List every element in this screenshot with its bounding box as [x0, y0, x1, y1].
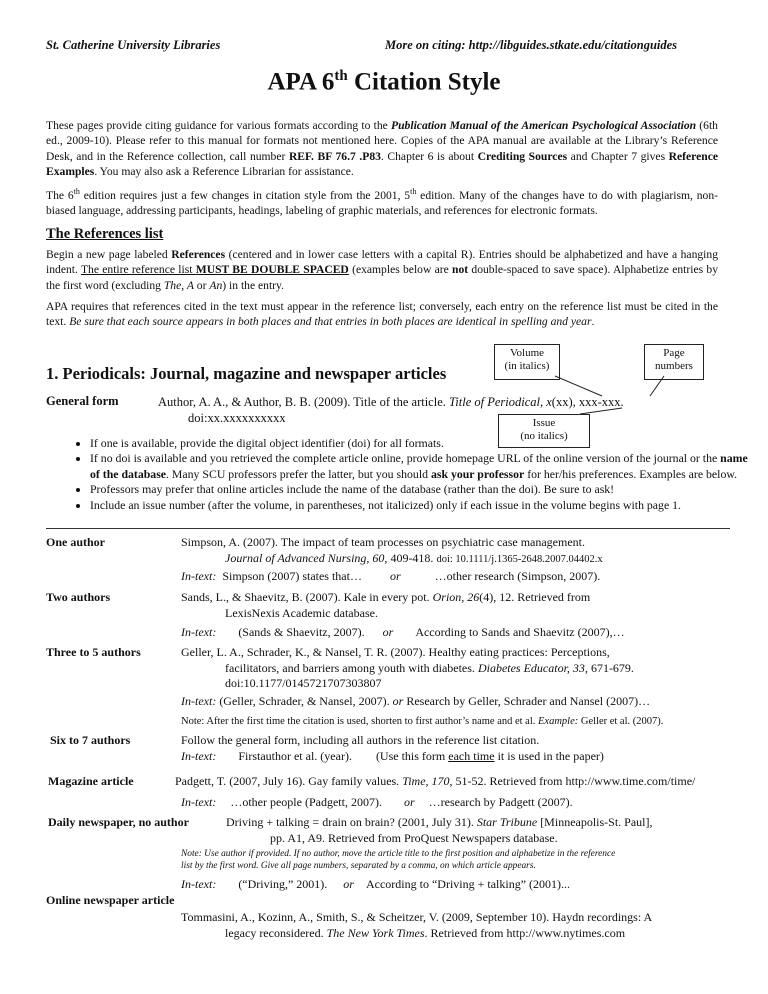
- intext-one-author: In-text: Simpson (2007) states that… or …other research (Simpson, 2007).: [181, 569, 601, 583]
- references-heading: The References list: [46, 226, 164, 242]
- page-title: APA 6th Citation Style: [267, 68, 501, 96]
- intext-daily-newspaper: In-text: (“Driving,” 2001). or According to “Driving + talking” (2001)...: [181, 877, 571, 891]
- label-two-authors: Two authors: [46, 590, 111, 604]
- page-pointer-line: [650, 376, 664, 396]
- callout-volume: Volume (in italics): [494, 344, 560, 380]
- intro-paragraph-1: These pages provide citing guidance for various formats according to the Publication Manual of the American Psychological Association (6th ed., 2009-10). Please refer to this manual for formats not mentioned here. Copies of the APA manual are available at the Library’s Reference Desk, and in the Reference collection, call number REF. BF 76.7 .P83. Chapter 6 is about Crediting Sources and Chapter 7 gives Reference Examples. You may also ask a Reference Librarian for assistance.: [46, 119, 719, 179]
- bullet-doi: • If one is available, provide the digital object identifier (doi) for all formats.: [90, 436, 750, 451]
- entry-three-to-five-authors: Geller, L. A., Schrader, K., & Nansel, T. R. (2007). Healthy eating practices: Perceptions, facilitators, and barriers among youth with diabetes. Diabetes Educator, 33, 671-679. doi:10.1177/0145721707303807: [181, 645, 634, 690]
- bullet-issue-number: • Include an issue number (after the volume, in parentheses, not italicized) only if each issue in the volume begins with page 1.: [90, 498, 750, 513]
- label-three-to-five-authors: Three to 5 authors: [46, 645, 141, 659]
- references-paragraph-1: Begin a new page labeled References (centered and in lower case letters with a capital R). Entries should be alphabetized and have a hanging indent. The entire reference list MUST BE DOUBLE SPACED (examples below are not double-spaced to save space). Alphabetize entries by the first word (excluding The, A or An) in the entry.: [46, 248, 718, 292]
- intext-magazine-article: In-text: …other people (Padgett, 2007). or …research by Padgett (2007).: [181, 795, 573, 809]
- references-paragraph-2: APA requires that references cited in the text must appear in the reference list; conversely, each entry on the reference list must be cited in the text. Be sure that each source appears in both places and that entries in both places are identical in spelling and year.: [46, 300, 718, 329]
- entry-six-to-seven-authors: Follow the general form, including all authors in the reference list citation. In-text: Firstauthor et al. (year). (Use this form each time it is used in the paper): [181, 733, 604, 763]
- callout-issue: Issue (no italics): [498, 414, 590, 448]
- section-periodicals-heading: 1. Periodicals: Journal, magazine and newspaper articles: [46, 364, 447, 383]
- header-more-on-citing: More on citing: http://libguides.stkate.edu/citationguides: [385, 38, 678, 52]
- callout-page-numbers: Page numbers: [644, 344, 704, 380]
- label-magazine-article: Magazine article: [48, 774, 134, 788]
- intro-paragraph-2: The 6th edition requires just a few changes in citation style from the 2001, 5th edition. Many of the changes have to do with plagiarism, non-biased language, addressing participants, headings, labeling of graphic materials, and references for electronic formats.: [46, 187, 718, 218]
- intext-three-to-five-authors: In-text: (Geller, Schrader, & Nansel, 2007). or Research by Geller, Schrader and Nansel (2007)…: [181, 694, 651, 708]
- bullet-database: • Professors may prefer that online articles include the name of the database (rather than the doi). Be sure to ask!: [90, 482, 750, 497]
- divider-line: [46, 528, 730, 529]
- entry-magazine-article: Padgett, T. (2007, July 16). Gay family values. Time, 170, 51-52. Retrieved from http://www.time.com/time/: [175, 774, 696, 788]
- entry-online-newspaper: Tommasini, A., Kozinn, A., Smith, S., & Scheitzer, V. (2009, September 10). Haydn recordings: A legacy reconsidered. The New York Times. Retrieved from http://www.nytimes.com: [181, 910, 653, 940]
- bullet-no-doi: • If no doi is available and you retrieved the complete article online, provide homepage URL of the online version of the journal or the name of the database. Many SCU professors prefer the latter, but you should ask your professor for her/his preferences. Examples are below.: [90, 451, 750, 482]
- entry-one-author: Simpson, A. (2007). The impact of team processes on psychiatric case management. Journal of Advanced Nursing, 60, 409-418. doi: 10.1111/j.1365-2648.2007.04402.x: [181, 535, 603, 565]
- label-daily-newspaper: Daily newspaper, no author: [48, 815, 189, 829]
- guidance-bullets: [66, 436, 750, 513]
- intext-two-authors: In-text: (Sands & Shaevitz, 2007). or According to Sands and Shaevitz (2007),…: [181, 625, 625, 639]
- label-six-to-seven-authors: Six to 7 authors: [50, 733, 131, 747]
- label-online-newspaper: Online newspaper article: [46, 893, 175, 907]
- general-form-label: General form: [46, 394, 119, 408]
- volume-pointer-line: [555, 376, 602, 396]
- note-et-al: Note: After the first time the citation is used, shorten to first author’s name and et al. Example: Geller et al. (2007).: [181, 716, 664, 727]
- header-library-name: St. Catherine University Libraries: [46, 38, 221, 52]
- note-no-author: Note: Use author if provided. If no author, move the article title to the first position and alphabetize in the reference list by the first word. Give all page numbers, separated by a comma, on which article appears.: [181, 849, 616, 871]
- label-one-author: One author: [46, 535, 106, 549]
- general-form-citation: Author, A. A., & Author, B. B. (2009). Title of the article. Title of Periodical, x(xx), xxx-xxx. doi:xx.xxxxxxxxxx: [158, 395, 624, 425]
- entry-two-authors: Sands, L., & Shaevitz, B. (2007). Kale in every pot. Orion, 26(4), 12. Retrieved from LexisNexis Academic database.: [181, 590, 591, 620]
- entry-daily-newspaper: Driving + talking = drain on brain? (2001, July 31). Star Tribune [Minneapolis-St. Paul], pp. A1, A9. Retrieved from ProQuest Newspapers database.: [226, 815, 653, 845]
